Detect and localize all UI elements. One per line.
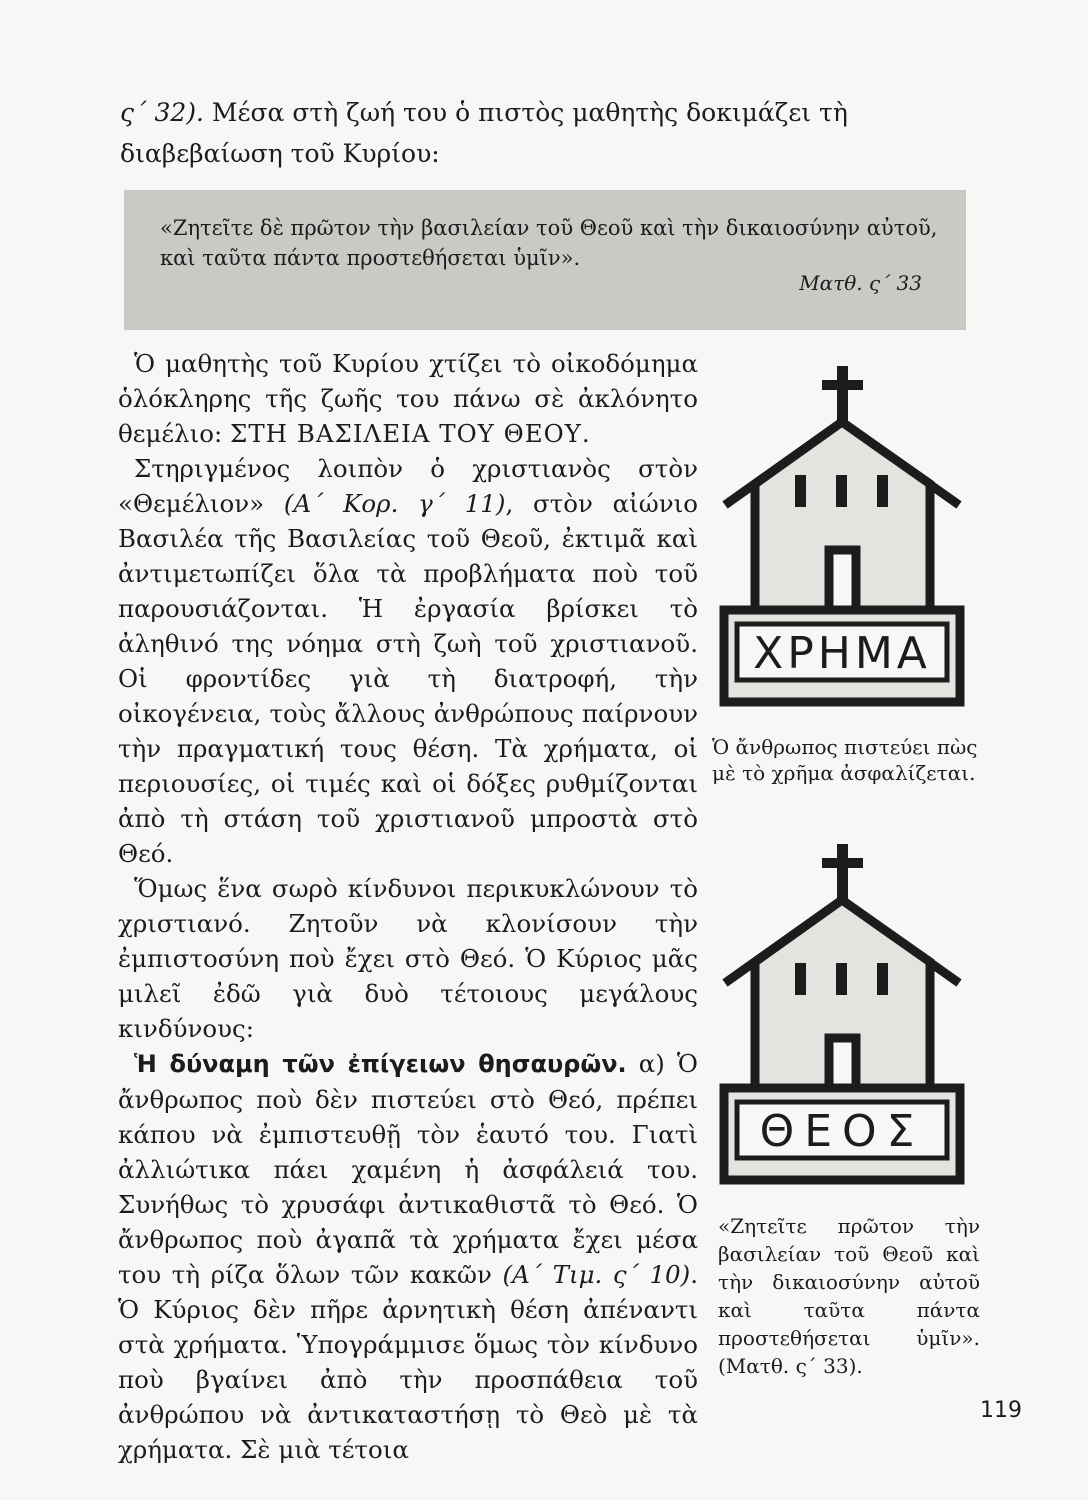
paragraph-4-text-a: Ὁ ἄνθρωπος ποὺ δὲν πιστεύει στὸ Θεό, πρέπει κάπου νὰ ἐμπιστευθῇ τὸν ἑαυτό του. Γιατὶ ἀλλιώτικα πάει χαμένη ἡ ἀσφάλειά του. Συνήθως τὸ χρυσάφι ἀντικαθιστᾶ τὸ Θεό. Ὁ ἄνθρωπος ποὺ ἀγαπᾶ τὰ χρήματα ἔχει μέσα του τὴ ρίζα ὅλων τῶν κακῶν [118, 1049, 698, 1289]
list-marker: α) [626, 1049, 665, 1078]
paragraph-4 [118, 1046, 698, 1467]
paragraph-2-text-a: Στηριγμένος λοιπὸν ὁ χριστιανὸς στὸν «Θεμέλιον» [118, 454, 698, 518]
paragraph-4-text-b: . Ὁ Κύριος δὲν πῆρε ἀρνητικὴ θέση ἀπέναντι στὰ χρήματα. Ὑπογράμμισε ὅμως τὸν κίνδυνο ποὺ βγαίνει ἀπὸ τὴν προσπάθεια τοῦ ἀνθρώπου νὰ ἀντικαταστήσῃ τὸ Θεὸ μὲ τὰ χρήματα. Σὲ μιὰ τέτοια [118, 1260, 698, 1464]
main-text-column [118, 346, 698, 1467]
paragraph-2 [118, 451, 698, 871]
paragraph-2-text-b: , στὸν αἰώνιο Βασιλέα τῆς Βασιλείας τοῦ Θεοῦ, ἐκτιμᾶ καὶ ἀντιμετωπίζει ὅλα τὰ προβλήματα ποὺ τοῦ παρουσιάζονται. Ἡ ἐργασία βρίσκει τὸ ἀληθινό της νόημα στὴ ζωὴ τοῦ χριστιανοῦ. Οἱ φροντίδες γιὰ τὴ διατροφή, τὴν οἰκογένεια, τοὺς ἄλλους ἀνθρώπους παίρνουν τὴν πραγματική τους θέση. Τὰ χρήματα, οἱ περιουσίες, οἱ τιμές καὶ οἱ δόξες ρυθμίζονται ἀπὸ τὴ στάση τοῦ χριστιανοῦ μπροστὰ στὸ Θεό. [118, 489, 698, 868]
church-money-icon [715, 360, 970, 720]
paragraph-3-text: Ὅμως ἕνα σωρὸ κίνδυνοι περικυκλώνουν τὸ χριστιανό. Ζητοῦν νὰ κλονίσουν τὴν ἐμπιστοσύνη ποὺ ἔχει στὸ Θεό. Ὁ Κύριος μᾶς μιλεῖ ἐδῶ γιὰ δυὸ τέτοιους μεγάλους κινδύνους: [118, 874, 698, 1043]
intro-text: Μέσα στὴ ζωή του ὁ πιστὸς μαθητὴς δοκιμάζει τὴ διαβεβαίωση τοῦ Κυρίου: [120, 98, 848, 168]
timothy-reference: (Α΄ Τιμ. ς΄ 10) [502, 1260, 691, 1289]
intro-reference: ς΄ 32). [120, 98, 204, 127]
caption-money: Ὁ ἄνθρωπος πιστεύει πὼς μὲ τὸ χρῆμα ἀσφαλίζεται. [712, 735, 978, 785]
church-god-icon [715, 838, 970, 1198]
section-heading: Ἡ δύναμη τῶν ἐπίγειων θησαυρῶν. [134, 1050, 627, 1078]
page-number: 119 [980, 1398, 1022, 1423]
church-label-god: ΘΕΟΣ [759, 1106, 925, 1157]
church-label-money: ΧΡΗΜΑ [753, 628, 931, 679]
paragraph-3 [118, 871, 698, 1046]
corinthians-reference: (Α΄ Κορ. γ΄ 11) [283, 489, 506, 518]
caption-god: «Ζητεῖτε πρῶτον τὴν βασιλείαν τοῦ Θεοῦ καὶ τὴν δικαιοσύνην αὐτοῦ καὶ ταῦτα πάντα προστεθήσεται ὑμῖν». (Ματθ. ς΄ 33). [718, 1214, 980, 1378]
church-illustration-money [715, 360, 970, 720]
paragraph-1 [118, 346, 698, 451]
church-illustration-god [715, 838, 970, 1198]
kingdom-phrase: ΣΤΗ ΒΑΣΙΛΕΙΑ ΤΟΥ ΘΕΟΥ. [230, 419, 591, 448]
paragraph-1-text: Ὁ μαθητὴς τοῦ Κυρίου χτίζει τὸ οἰκοδόμημα ὁλόκληρης τῆς ζωῆς του πάνω σὲ ἀκλόνητο θεμέλιο: [118, 349, 698, 448]
intro-paragraph [120, 92, 990, 174]
quote-text: «Ζητεῖτε δὲ πρῶτον τὴν βασιλείαν τοῦ Θεοῦ καὶ τὴν δικαιοσύνην αὐτοῦ, καὶ ταῦτα πάντα προστεθήσεται ὑμῖν». [160, 216, 938, 270]
quote-reference: Ματθ. ς΄ 33 [799, 271, 922, 295]
